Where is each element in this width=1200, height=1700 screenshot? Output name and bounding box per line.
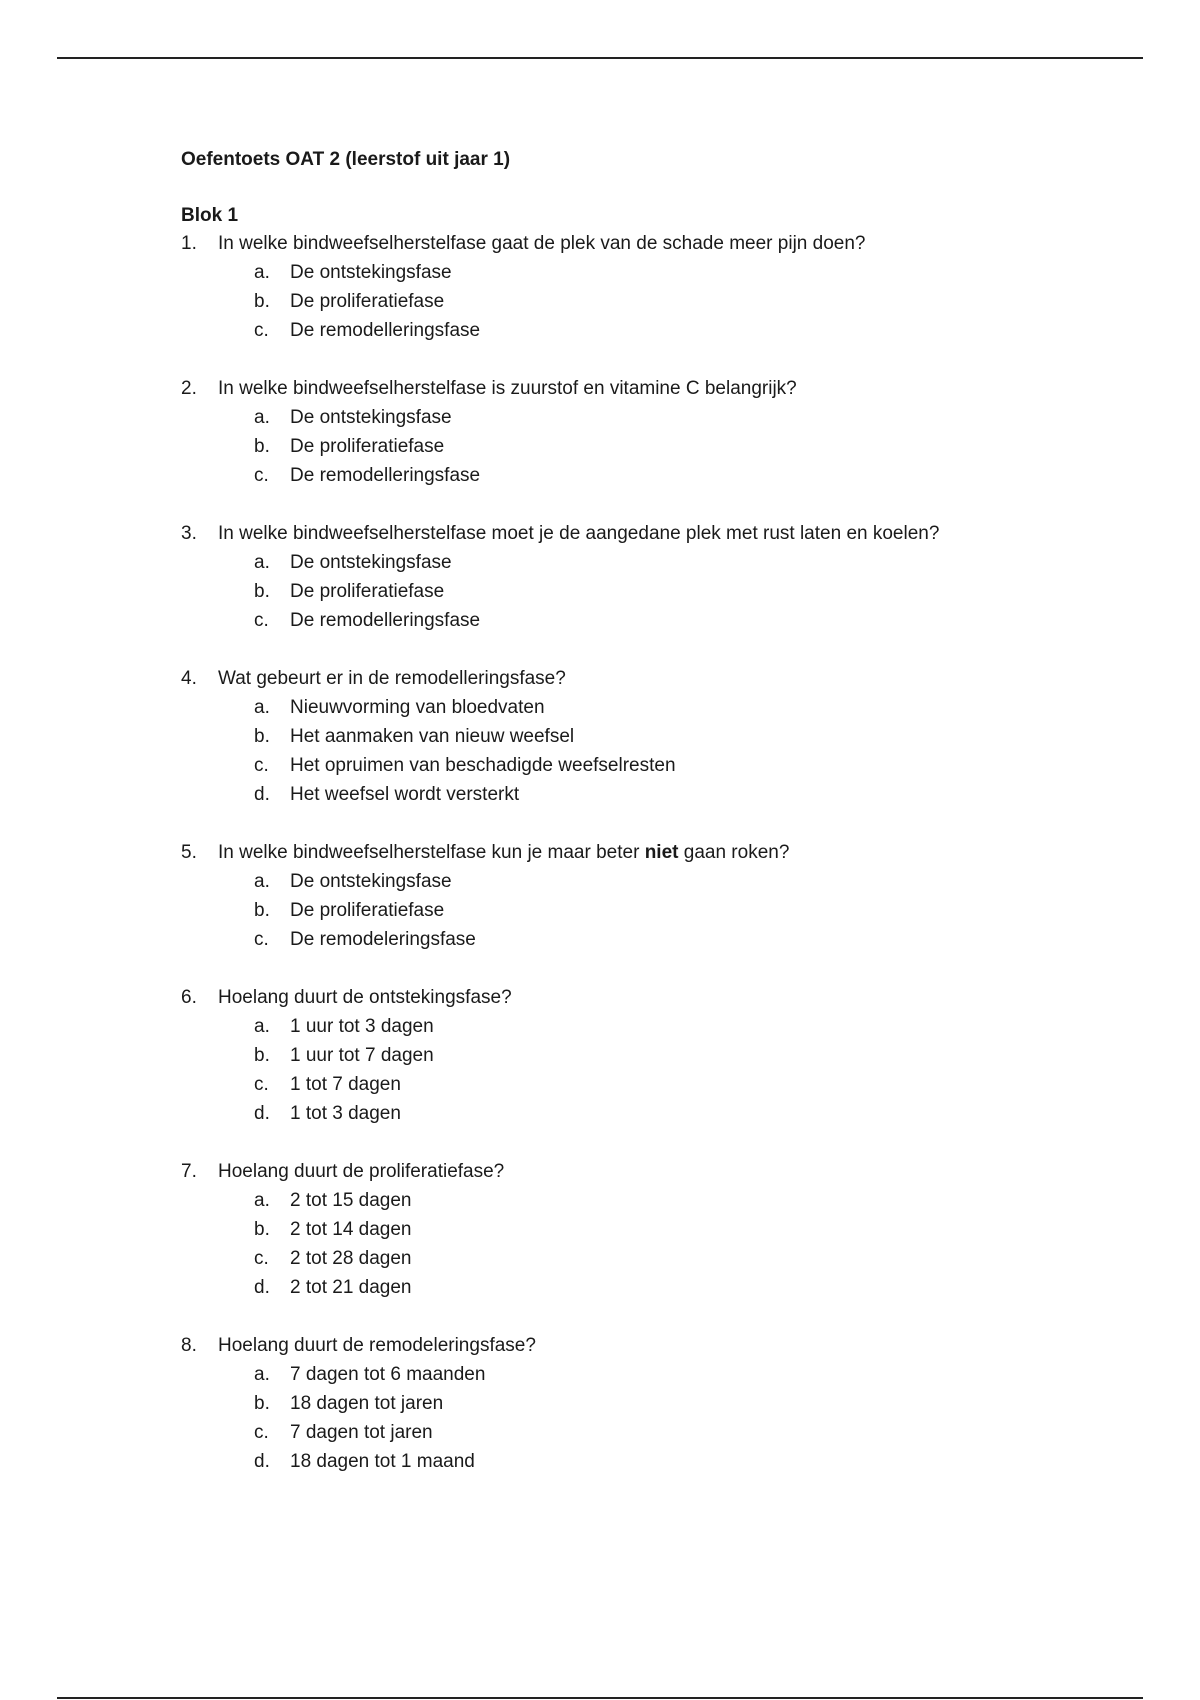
- option-text: De ontstekingsfase: [290, 262, 452, 283]
- question-list: [181, 229, 1041, 1476]
- question-number: 8.: [181, 1335, 197, 1356]
- option-letter: a.: [254, 1016, 270, 1037]
- option-d: [181, 1273, 1041, 1302]
- question-4: [181, 664, 1041, 809]
- option-letter: a.: [254, 871, 270, 892]
- option-b: [181, 1389, 1041, 1418]
- option-text: 7 dagen tot jaren: [290, 1422, 433, 1443]
- option-c: [181, 606, 1041, 635]
- question-number: 1.: [181, 233, 197, 254]
- bottom-rule: [57, 1697, 1143, 1699]
- option-letter: c.: [254, 610, 269, 631]
- option-text: De proliferatiefase: [290, 291, 445, 312]
- option-text: De ontstekingsfase: [290, 552, 452, 573]
- option-a: [181, 1012, 1041, 1041]
- option-letter: b.: [254, 291, 270, 312]
- option-text: 2 tot 15 dagen: [290, 1190, 412, 1211]
- option-list: [181, 867, 1041, 954]
- option-list: [181, 258, 1041, 345]
- question-label: In welke bindweefselherstelfase gaat de plek van de schade meer pijn doen?: [218, 233, 866, 254]
- option-letter: c.: [254, 1074, 269, 1095]
- option-c: [181, 751, 1041, 780]
- option-text: De remodelleringsfase: [290, 320, 481, 341]
- option-a: [181, 403, 1041, 432]
- question-label-end: gaan roken?: [678, 842, 790, 863]
- option-letter: c.: [254, 929, 269, 950]
- question-text: [181, 374, 1041, 403]
- option-letter: b.: [254, 1219, 270, 1240]
- question-text: [181, 519, 1041, 548]
- question-label: Hoelang duurt de remodeleringsfase?: [218, 1335, 536, 1356]
- option-text: De proliferatiefase: [290, 900, 445, 921]
- option-list: [181, 1360, 1041, 1476]
- option-letter: d.: [254, 784, 270, 805]
- option-letter: a.: [254, 552, 270, 573]
- question-number: 3.: [181, 523, 197, 544]
- option-b: [181, 1041, 1041, 1070]
- option-a: [181, 693, 1041, 722]
- question-5: [181, 838, 1041, 954]
- option-c: [181, 1070, 1041, 1099]
- question-label-emphasis: niet: [644, 842, 679, 863]
- block-title: Blok 1: [181, 205, 239, 226]
- option-b: [181, 722, 1041, 751]
- option-a: [181, 1360, 1041, 1389]
- document-body: [181, 146, 1041, 1505]
- option-b: [181, 1215, 1041, 1244]
- option-letter: a.: [254, 407, 270, 428]
- question-6: [181, 983, 1041, 1128]
- option-text: 1 tot 7 dagen: [290, 1074, 401, 1095]
- question-text: [181, 229, 1041, 258]
- question-label: In welke bindweefselherstelfase is zuurstof en vitamine C belangrijk?: [218, 378, 797, 399]
- option-text: Het weefsel wordt versterkt: [290, 784, 520, 805]
- document-title: Oefentoets OAT 2 (leerstof uit jaar 1): [181, 149, 511, 170]
- option-c: [181, 1244, 1041, 1273]
- option-a: [181, 867, 1041, 896]
- option-list: [181, 693, 1041, 809]
- question-3: [181, 519, 1041, 635]
- option-a: [181, 1186, 1041, 1215]
- option-letter: b.: [254, 436, 270, 457]
- question-text: [181, 838, 1041, 867]
- option-letter: b.: [254, 1045, 270, 1066]
- question-2: [181, 374, 1041, 490]
- option-text: De proliferatiefase: [290, 581, 445, 602]
- top-rule: [57, 57, 1143, 59]
- question-number: 2.: [181, 378, 197, 399]
- option-text: De remodeleringsfase: [290, 929, 476, 950]
- option-letter: b.: [254, 900, 270, 921]
- option-text: 1 uur tot 7 dagen: [290, 1045, 434, 1066]
- option-b: [181, 896, 1041, 925]
- option-text: 18 dagen tot 1 maand: [290, 1451, 475, 1472]
- option-c: [181, 925, 1041, 954]
- option-text: 7 dagen tot 6 maanden: [290, 1364, 486, 1385]
- option-letter: a.: [254, 697, 270, 718]
- option-letter: c.: [254, 465, 269, 486]
- option-text: 2 tot 21 dagen: [290, 1277, 412, 1298]
- option-text: De ontstekingsfase: [290, 407, 452, 428]
- option-text: De ontstekingsfase: [290, 871, 452, 892]
- option-letter: a.: [254, 262, 270, 283]
- option-letter: b.: [254, 726, 270, 747]
- option-list: [181, 403, 1041, 490]
- option-letter: d.: [254, 1451, 270, 1472]
- question-text: [181, 664, 1041, 693]
- question-number: 7.: [181, 1161, 197, 1182]
- option-letter: b.: [254, 1393, 270, 1414]
- option-text: De proliferatiefase: [290, 436, 445, 457]
- option-text: 2 tot 28 dagen: [290, 1248, 412, 1269]
- option-text: Het aanmaken van nieuw weefsel: [290, 726, 575, 747]
- option-list: [181, 548, 1041, 635]
- option-c: [181, 1418, 1041, 1447]
- option-list: [181, 1012, 1041, 1128]
- option-letter: a.: [254, 1190, 270, 1211]
- question-text: [181, 1157, 1041, 1186]
- question-number: 5.: [181, 842, 197, 863]
- option-c: [181, 461, 1041, 490]
- option-text: Het opruimen van beschadigde weefselresten: [290, 755, 676, 776]
- option-letter: c.: [254, 320, 269, 341]
- question-label-start: In welke bindweefselherstelfase kun je maar beter: [218, 842, 645, 863]
- question-7: [181, 1157, 1041, 1302]
- option-text: 1 tot 3 dagen: [290, 1103, 401, 1124]
- option-b: [181, 287, 1041, 316]
- option-text: De remodelleringsfase: [290, 465, 481, 486]
- option-list: [181, 1186, 1041, 1302]
- question-label: Hoelang duurt de ontstekingsfase?: [218, 987, 512, 1008]
- option-text: 18 dagen tot jaren: [290, 1393, 444, 1414]
- question-number: 6.: [181, 987, 197, 1008]
- option-b: [181, 432, 1041, 461]
- option-letter: c.: [254, 755, 269, 776]
- option-b: [181, 577, 1041, 606]
- option-letter: a.: [254, 1364, 270, 1385]
- question-text: [181, 1331, 1041, 1360]
- question-label: Wat gebeurt er in de remodelleringsfase?: [218, 668, 566, 689]
- question-label: In welke bindweefselherstelfase moet je de aangedane plek met rust laten en koelen?: [218, 523, 940, 544]
- option-c: [181, 316, 1041, 345]
- option-d: [181, 1099, 1041, 1128]
- option-text: 2 tot 14 dagen: [290, 1219, 412, 1240]
- question-text: [181, 983, 1041, 1012]
- option-letter: d.: [254, 1103, 270, 1124]
- option-text: 1 uur tot 3 dagen: [290, 1016, 434, 1037]
- option-a: [181, 258, 1041, 287]
- option-text: Nieuwvorming van bloedvaten: [290, 697, 545, 718]
- question-number: 4.: [181, 668, 197, 689]
- option-letter: b.: [254, 581, 270, 602]
- option-text: De remodelleringsfase: [290, 610, 481, 631]
- option-d: [181, 780, 1041, 809]
- option-a: [181, 548, 1041, 577]
- option-letter: d.: [254, 1277, 270, 1298]
- question-8: [181, 1331, 1041, 1476]
- option-d: [181, 1447, 1041, 1476]
- question-1: [181, 229, 1041, 345]
- option-letter: c.: [254, 1422, 269, 1443]
- question-label: Hoelang duurt de proliferatiefase?: [218, 1161, 505, 1182]
- option-letter: c.: [254, 1248, 269, 1269]
